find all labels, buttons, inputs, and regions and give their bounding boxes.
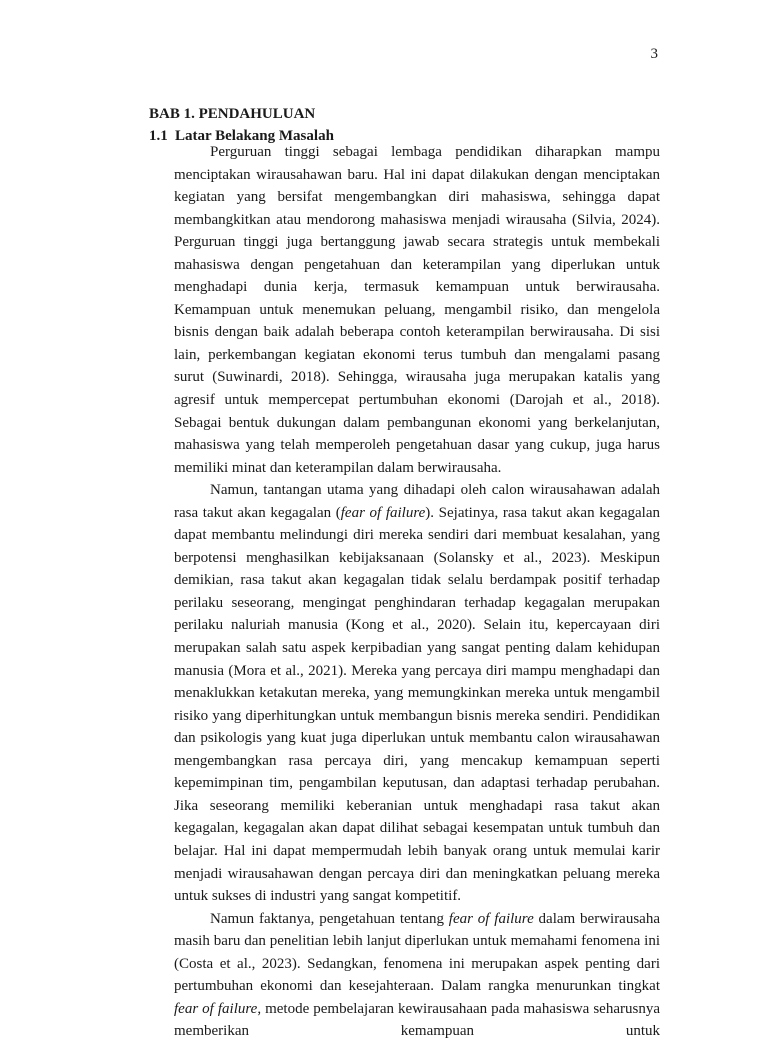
paragraph-2 (174, 479, 660, 907)
paragraph-3 (174, 908, 660, 1043)
paragraph-2-italic-term: fear of failure (340, 504, 426, 521)
paragraph-3-text-a: Namun faktanya, pengetahuan tentang (210, 910, 449, 927)
section-title: Latar Belakang Masalah (175, 128, 334, 144)
body-text (174, 141, 660, 1043)
paragraph-2-text-a: Namun, tantangan utama yang dihadapi oleh calon wirausahawan adalah rasa takut akan kegagalan ( (174, 482, 660, 521)
section-number: 1.1 (149, 128, 168, 144)
page-number: 3 (650, 46, 658, 62)
paragraph-3-italic-term-2: fear of failure (174, 1000, 258, 1017)
paragraph-3-text-b: dalam berwirausaha masih baru dan penelitian lebih lanjut diperlukan untuk memahami fenomena ini (Costa et al., 2023). Sedangkan, fenomena ini merupakan aspek penting dari pertumbuhan ekonomi dan kesejahteraan. Dalam rangka menurunkan tingkat (174, 910, 660, 995)
paragraph-1: Perguruan tinggi sebagai lembaga pendidikan diharapkan mampu menciptakan wirausahawan baru. Hal ini dapat dilakukan dengan menciptakan kegiatan yang bersifat mengembangkan diri mahasiswa, sehingga dapat membangkitkan atau mendorong mahasiswa menjadi wirausaha (Silvia, 2024). Perguruan tinggi juga bertanggung jawab secara strategis untuk membekali mahasiswa dengan pengetahuan dan keterampilan yang diperlukan untuk menghadapi dunia kerja, termasuk kemampuan untuk berwirausaha. Kemampuan untuk menemukan peluang, mengambil risiko, dan mengelola bisnis dengan baik adalah beberapa contoh keterampilan berwirausaha. Di sisi lain, perkembangan kegiatan ekonomi terus tumbuh dan mengalami pasang surut (Suwinardi, 2018). Sehingga, wirausaha juga merupakan katalis yang agresif untuk mempercepat pertumbuhan ekonomi (Darojah et al., 2018). Sebagai bentuk dukungan dalam pembangunan ekonomi yang berkelanjutan, mahasiswa yang telah memperoleh pengetahuan dasar yang cukup, juga harus memiliki minat dan keterampilan dalam berwirausaha. (174, 144, 660, 476)
chapter-title: BAB 1. PENDAHULUAN (149, 106, 316, 122)
paragraph-3-text-c: , metode pembelajaran kewirausahaan pada mahasiswa seharusnya memberikan kemampuan untuk (174, 1000, 660, 1040)
paragraph-2-text-b: ). Sejatinya, rasa takut akan kegagalan dapat membantu melindungi diri mereka sendiri dari membuat kesalahan, yang berpotensi menghasilkan kebijaksanaan (Solansky et al., 2023). Meskipun demikian, rasa takut akan kegagalan tidak selalu berdampak positif terhadap perilaku seseorang, mengingat penghindaran terhadap kegagalan merupakan perilaku naluriah manusia (Kong et al., 2020). Selain itu, kepercayaan diri merupakan salah satu aspek kerpibadian yang sangat penting dalam kehidupan manusia (Mora et al., 2021). Mereka yang percaya diri mampu menghadapi dan menaklukkan ketakutan mereka, yang memungkinkan mereka untuk mengambil risiko yang diperhitungkan untuk membangun bisnis mereka sendiri. Pendidikan dan psikologis yang kuat juga diperlukan untuk membantu calon wirausahawan mengembangkan rasa percaya diri, yang mencakup kemampuan seperti kepemimpinan tim, pengambilan keputusan, dan adaptasi terhadap perubahan. Jika seseorang memiliki keberanian untuk menghadapi rasa takut akan kegagalan, kegagalan akan dapat dilihat sebagai kesempatan untuk tumbuh dan belajar. Hal ini dapat mempermudah lebih banyak orang untuk memulai karir menjadi wirausahawan dengan percaya diri dan meningkatkan peluang mereka untuk sukses di industri yang sangat kompetitif. (174, 504, 660, 905)
paragraph-3-italic-term-1: fear of failure (448, 910, 534, 927)
